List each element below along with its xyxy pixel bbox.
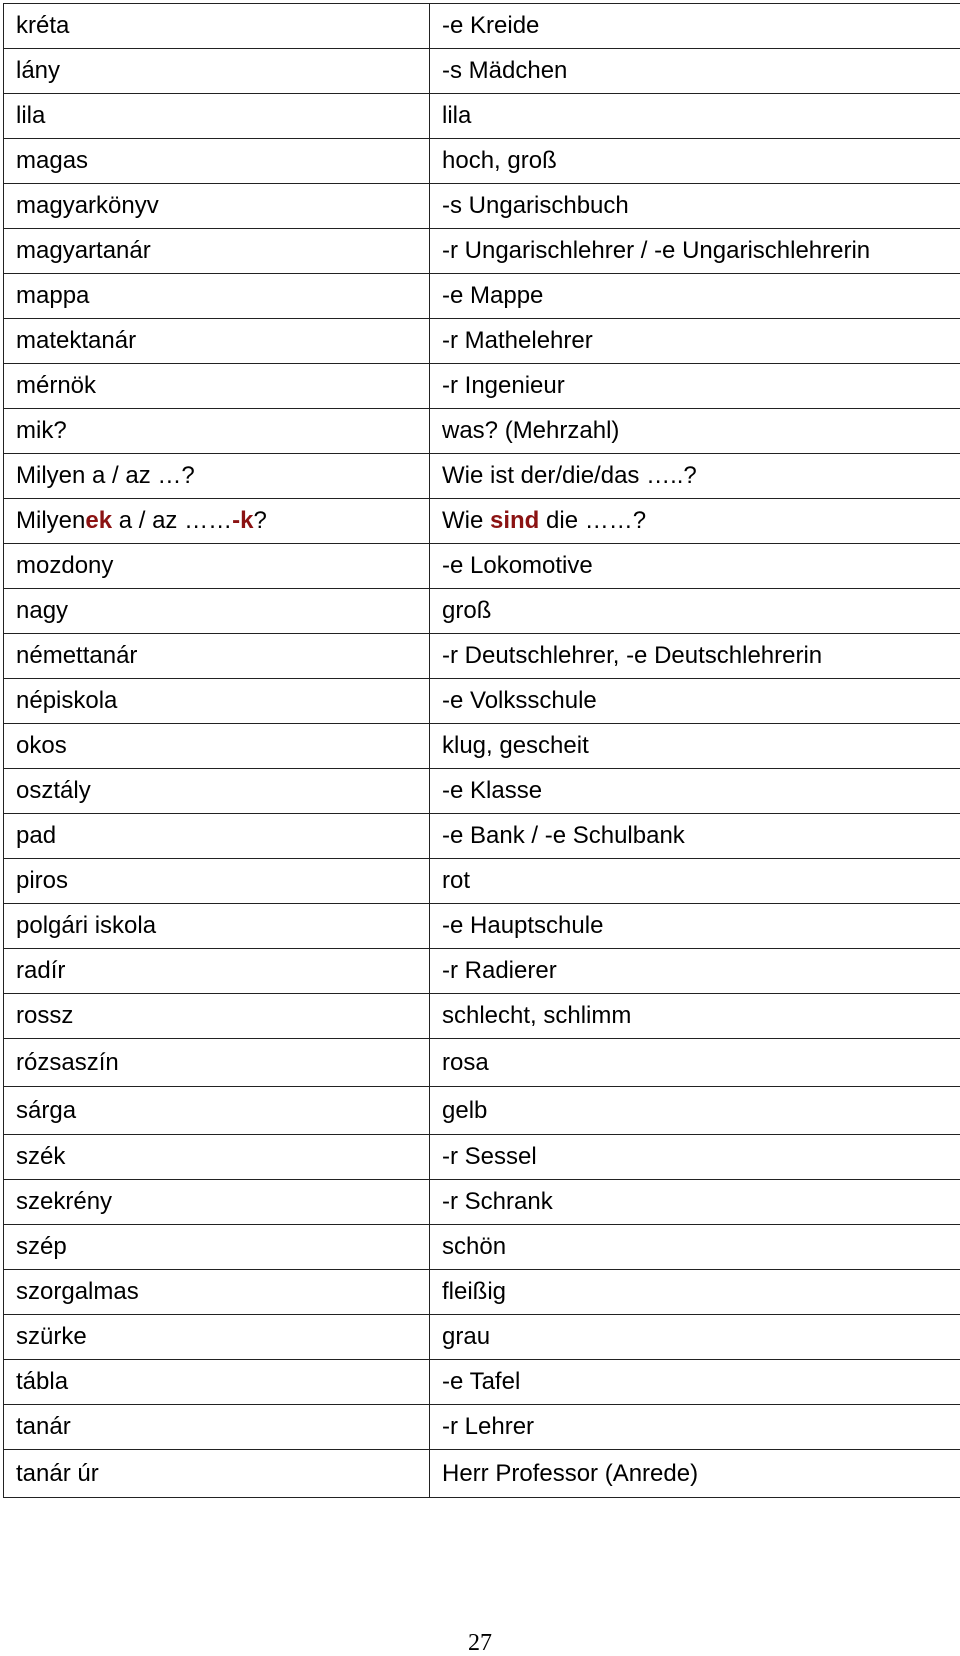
hungarian-word: tanár (4, 1405, 430, 1450)
table-row (4, 229, 960, 274)
german-translation: lila (430, 94, 960, 139)
german-translation: -r Deutschlehrer, -e Deutschlehrerin (430, 634, 960, 679)
hungarian-word: tanár úr (4, 1450, 430, 1498)
table-row (4, 1405, 960, 1450)
hungarian-word: radír (4, 949, 430, 994)
german-translation: klug, gescheit (430, 724, 960, 769)
hungarian-word: némettanár (4, 634, 430, 679)
hungarian-word: tábla (4, 1360, 430, 1405)
plural-suffix-highlight: -k (232, 507, 254, 534)
german-translation (430, 499, 960, 544)
hungarian-word: magyarkönyv (4, 184, 430, 229)
hungarian-word: mappa (4, 274, 430, 319)
german-translation: hoch, groß (430, 139, 960, 184)
hungarian-word: mérnök (4, 364, 430, 409)
hungarian-word: szép (4, 1225, 430, 1270)
table-row (4, 139, 960, 184)
page-number: 27 (468, 1630, 492, 1656)
hungarian-word: osztály (4, 769, 430, 814)
plural-suffix-highlight: ek (85, 507, 113, 534)
german-translation: -r Ingenieur (430, 364, 960, 409)
german-translation: Herr Professor (Anrede) (430, 1450, 960, 1498)
german-translation: gelb (430, 1087, 960, 1135)
word-part: Wie (442, 507, 490, 534)
german-translation: -s Mädchen (430, 49, 960, 94)
german-translation: -r Ungarischlehrer / -e Ungarischlehrerin (430, 229, 960, 274)
table-row (4, 409, 960, 454)
table-row (4, 1270, 960, 1315)
word-part: die ……? (539, 507, 647, 534)
hungarian-word: rózsaszín (4, 1039, 430, 1087)
table-row (4, 814, 960, 859)
table-row (4, 1180, 960, 1225)
german-translation: -e Mappe (430, 274, 960, 319)
hungarian-word: matektanár (4, 319, 430, 364)
table-row (4, 949, 960, 994)
table-row (4, 1450, 960, 1498)
hungarian-word: rossz (4, 994, 430, 1039)
german-translation: -e Kreide (430, 4, 960, 49)
table-row (4, 1225, 960, 1270)
table-row (4, 589, 960, 634)
table-row (4, 319, 960, 364)
german-translation: rosa (430, 1039, 960, 1087)
table-row (4, 1360, 960, 1405)
hungarian-word: kréta (4, 4, 430, 49)
german-translation: -r Schrank (430, 1180, 960, 1225)
hungarian-word: magyartanár (4, 229, 430, 274)
table-row (4, 184, 960, 229)
table-row (4, 634, 960, 679)
table-row (4, 4, 960, 49)
german-translation: fleißig (430, 1270, 960, 1315)
hungarian-word: magas (4, 139, 430, 184)
hungarian-word: szekrény (4, 1180, 430, 1225)
german-translation: -e Hauptschule (430, 904, 960, 949)
german-translation: -s Ungarischbuch (430, 184, 960, 229)
table-row-highlighted (4, 499, 960, 544)
plural-verb-highlight: sind (490, 507, 540, 534)
hungarian-word: nagy (4, 589, 430, 634)
german-translation: -e Bank / -e Schulbank (430, 814, 960, 859)
word-part: ? (253, 507, 267, 534)
table-row (4, 904, 960, 949)
hungarian-word: piros (4, 859, 430, 904)
german-translation: -r Radierer (430, 949, 960, 994)
word-part: a / az …… (112, 507, 233, 534)
hungarian-word: mozdony (4, 544, 430, 589)
hungarian-word: pad (4, 814, 430, 859)
german-translation: -e Volksschule (430, 679, 960, 724)
hungarian-word: sárga (4, 1087, 430, 1135)
german-translation: -e Klasse (430, 769, 960, 814)
table-row (4, 1087, 960, 1135)
german-translation: schlecht, schlimm (430, 994, 960, 1039)
hungarian-word: okos (4, 724, 430, 769)
table-row (4, 544, 960, 589)
german-translation: -e Tafel (430, 1360, 960, 1405)
german-translation: schön (430, 1225, 960, 1270)
table-row (4, 679, 960, 724)
hungarian-word: lila (4, 94, 430, 139)
table-row (4, 1135, 960, 1180)
table-row (4, 454, 960, 499)
table-row (4, 1315, 960, 1360)
hungarian-word: szék (4, 1135, 430, 1180)
german-translation: rot (430, 859, 960, 904)
table-row (4, 724, 960, 769)
table-row (4, 769, 960, 814)
vocabulary-table (3, 3, 960, 1498)
german-translation: groß (430, 589, 960, 634)
table-row (4, 364, 960, 409)
table-row (4, 1039, 960, 1087)
hungarian-word: mik? (4, 409, 430, 454)
german-translation: was? (Mehrzahl) (430, 409, 960, 454)
german-translation: grau (430, 1315, 960, 1360)
german-translation: Wie ist der/die/das …..? (430, 454, 960, 499)
table-row (4, 49, 960, 94)
table-row (4, 274, 960, 319)
german-translation: -r Lehrer (430, 1405, 960, 1450)
hungarian-word: szorgalmas (4, 1270, 430, 1315)
hungarian-word: népiskola (4, 679, 430, 724)
hungarian-word: polgári iskola (4, 904, 430, 949)
table-row (4, 859, 960, 904)
hungarian-word (4, 499, 430, 544)
german-translation: -r Mathelehrer (430, 319, 960, 364)
table-row (4, 994, 960, 1039)
hungarian-word: szürke (4, 1315, 430, 1360)
table-row (4, 94, 960, 139)
hungarian-word: Milyen a / az …? (4, 454, 430, 499)
german-translation: -e Lokomotive (430, 544, 960, 589)
word-part: Milyen (16, 507, 86, 534)
german-translation: -r Sessel (430, 1135, 960, 1180)
hungarian-word: lány (4, 49, 430, 94)
